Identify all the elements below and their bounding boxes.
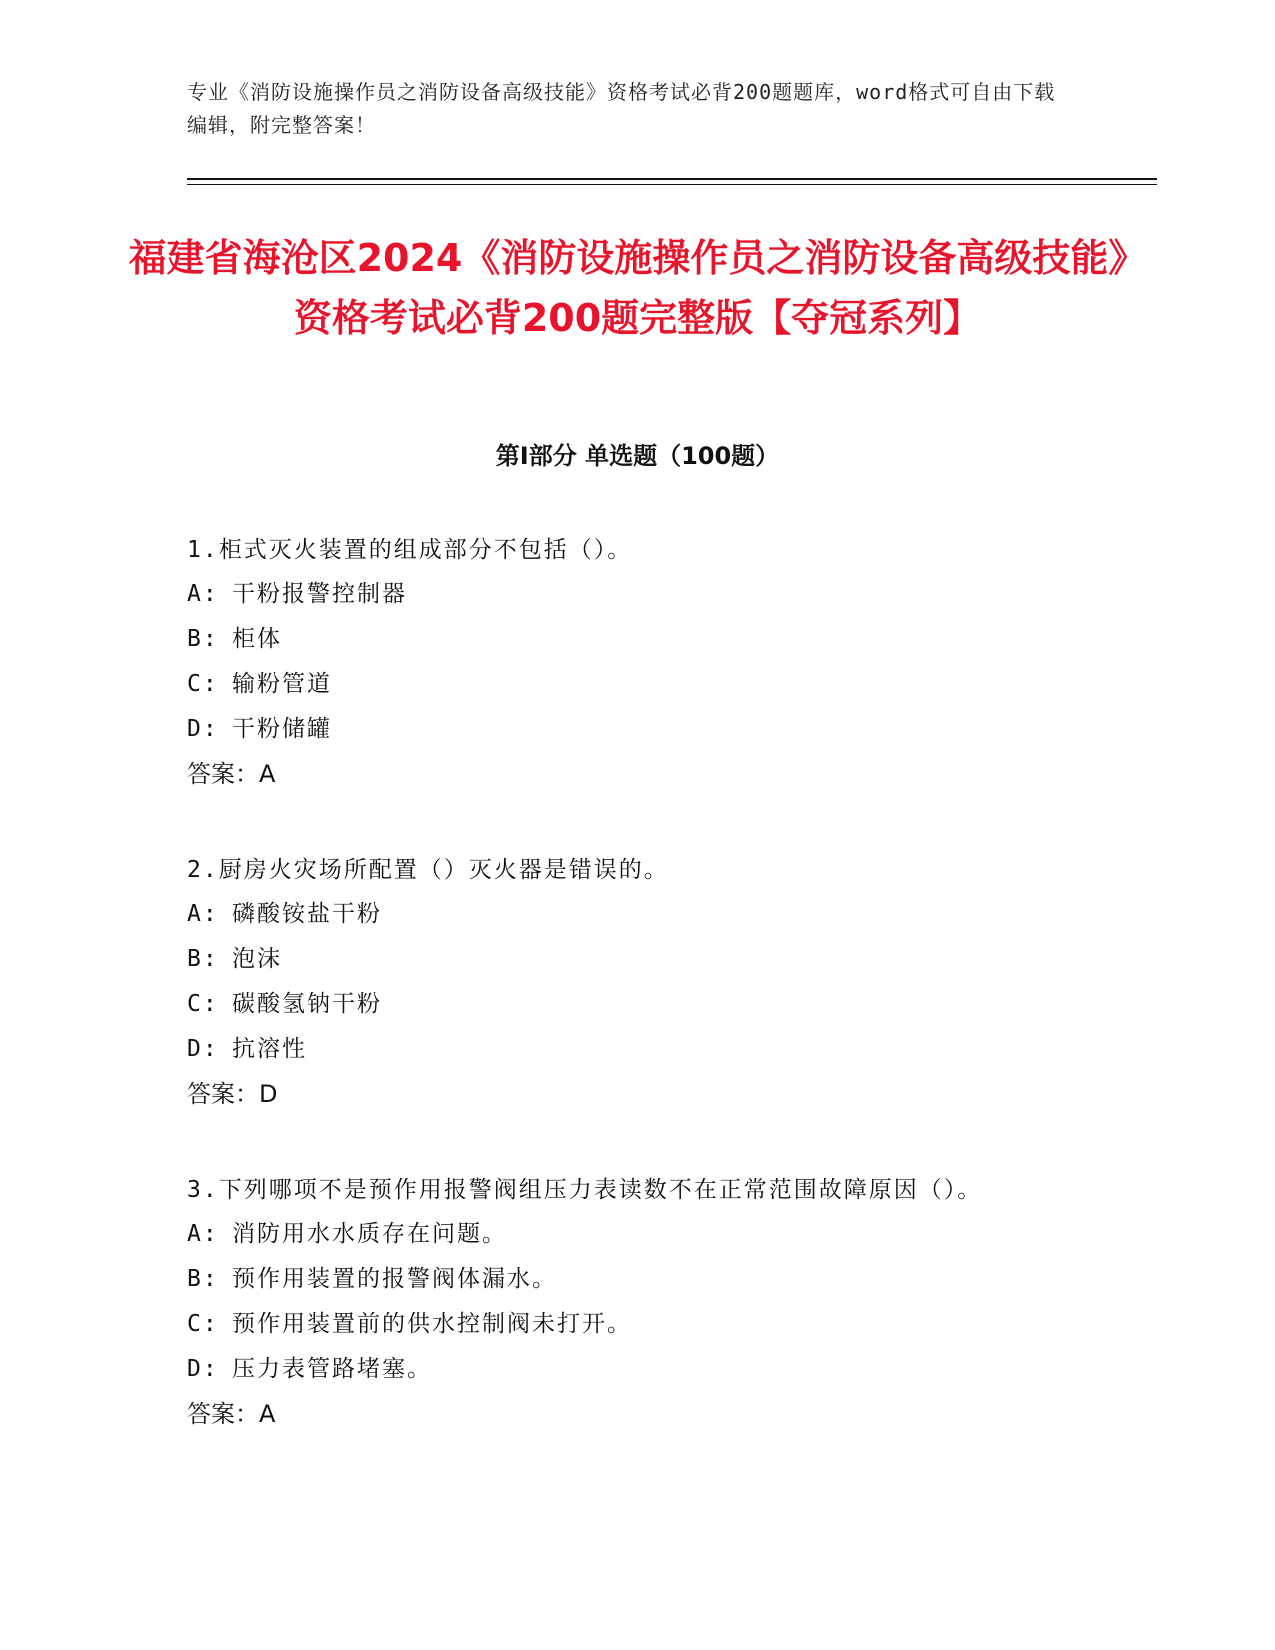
- option-label: D:: [187, 1036, 219, 1062]
- option-a: [187, 1212, 1067, 1257]
- option-c: [187, 1302, 1067, 1347]
- option-label: C:: [187, 991, 219, 1017]
- answer: 答案：A: [187, 760, 276, 788]
- question-3: [187, 1168, 1067, 1437]
- option-text: 柜体: [232, 626, 282, 652]
- option-text: 干粉储罐: [232, 716, 332, 742]
- question-1: [187, 528, 1067, 797]
- option-label: C:: [187, 671, 219, 697]
- option-text: 预作用装置的报警阀体漏水。: [232, 1266, 557, 1292]
- option-a: [187, 892, 1067, 937]
- option-c: [187, 662, 1067, 707]
- option-a: [187, 572, 1067, 617]
- option-b: [187, 937, 1067, 982]
- option-text: 输粉管道: [232, 671, 332, 697]
- question-2: [187, 848, 1067, 1117]
- answer: 答案：D: [187, 1080, 278, 1108]
- option-label: A:: [187, 901, 219, 927]
- option-label: A:: [187, 581, 219, 607]
- option-text: 消防用水水质存在问题。: [232, 1221, 507, 1247]
- header-note: 专业《消防设施操作员之消防设备高级技能》资格考试必背200题题库，word格式可自由下载编辑，附完整答案！: [187, 80, 1056, 137]
- option-text: 预作用装置前的供水控制阀未打开。: [232, 1311, 632, 1337]
- option-text: 磷酸铵盐干粉: [232, 901, 382, 927]
- answer: 答案：A: [187, 1400, 276, 1428]
- question-stem: 1.柜式灭火装置的组成部分不包括（）。: [187, 537, 633, 563]
- option-d: [187, 1347, 1067, 1392]
- option-label: C:: [187, 1311, 219, 1337]
- option-label: A:: [187, 1221, 219, 1247]
- section-heading: 第Ⅰ部分 单选题（100题）: [495, 442, 780, 470]
- option-text: 泡沫: [232, 946, 282, 972]
- document-title: 福建省海沧区2024《消防设施操作员之消防设备高级技能》资格考试必背200题完整版【夺冠系列】: [128, 236, 1147, 340]
- option-b: [187, 617, 1067, 662]
- option-label: B:: [187, 1266, 219, 1292]
- option-label: B:: [187, 626, 219, 652]
- option-label: B:: [187, 946, 219, 972]
- option-label: D:: [187, 716, 219, 742]
- option-text: 碳酸氢钠干粉: [232, 991, 382, 1017]
- header-divider-thick: [187, 178, 1157, 180]
- option-label: D:: [187, 1356, 219, 1382]
- option-c: [187, 982, 1067, 1027]
- header-divider-thin: [187, 184, 1157, 185]
- option-d: [187, 707, 1067, 752]
- option-text: 压力表管路堵塞。: [232, 1356, 432, 1382]
- question-stem: 3.下列哪项不是预作用报警阀组压力表读数不在正常范围故障原因（）。: [187, 1177, 983, 1203]
- option-b: [187, 1257, 1067, 1302]
- question-stem: 2.厨房火灾场所配置（）灭火器是错误的。: [187, 857, 669, 883]
- option-d: [187, 1027, 1067, 1072]
- option-text: 抗溶性: [232, 1036, 307, 1062]
- option-text: 干粉报警控制器: [232, 581, 407, 607]
